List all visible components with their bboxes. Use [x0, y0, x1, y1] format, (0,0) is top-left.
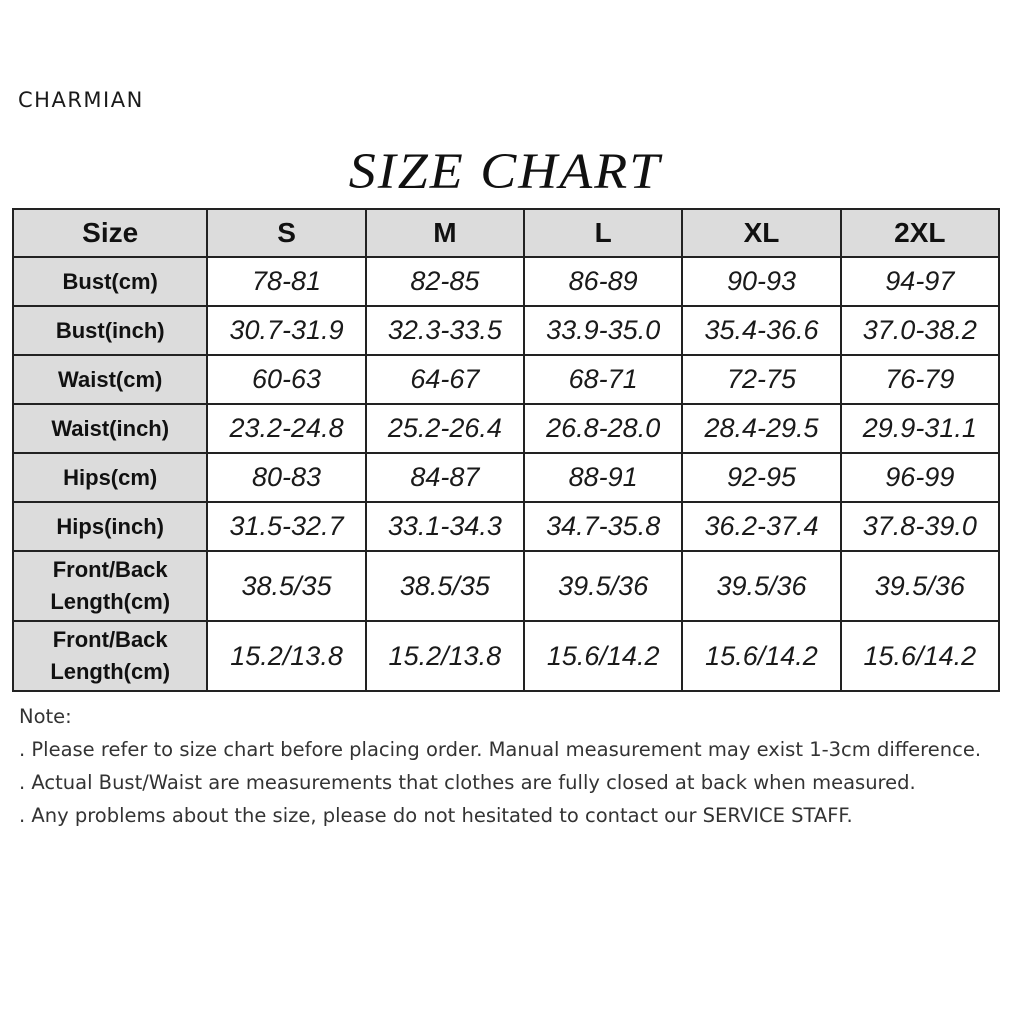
table-cell: 15.6/14.2 [524, 621, 682, 691]
table-cell: 39.5/36 [841, 551, 999, 621]
table-cell: 68-71 [524, 355, 682, 404]
table-cell: 90-93 [682, 257, 840, 306]
table-row [13, 355, 999, 404]
row-label-line: Length(cm) [50, 659, 171, 684]
page-title: SIZE CHART [348, 142, 662, 200]
table-cell: 88-91 [524, 453, 682, 502]
table-cell: 33.1-34.3 [366, 502, 524, 551]
row-label: Bust(inch) [13, 306, 207, 355]
notes-heading: Note: [19, 705, 72, 728]
table-cell: 76-79 [841, 355, 999, 404]
table-cell: 15.2/13.8 [207, 621, 365, 691]
table-cell: 15.2/13.8 [366, 621, 524, 691]
table-cell: 26.8-28.0 [524, 404, 682, 453]
table-row [13, 551, 999, 621]
table-cell: 15.6/14.2 [841, 621, 999, 691]
table-cell: 15.6/14.2 [682, 621, 840, 691]
row-label-line: Length(cm) [50, 589, 171, 614]
table-cell: 23.2-24.8 [207, 404, 365, 453]
table-row [13, 404, 999, 453]
row-label-line: Front/Back [52, 627, 168, 652]
row-label-line: Front/Back [52, 557, 168, 582]
table-cell: 84-87 [366, 453, 524, 502]
size-header: S [207, 209, 365, 257]
table-cell: 92-95 [682, 453, 840, 502]
table-cell: 33.9-35.0 [524, 306, 682, 355]
size-header: M [366, 209, 524, 257]
table-cell: 38.5/35 [207, 551, 365, 621]
row-label: Hips(cm) [13, 453, 207, 502]
table-cell: 29.9-31.1 [841, 404, 999, 453]
table-cell: 82-85 [366, 257, 524, 306]
table-row [13, 502, 999, 551]
table-row [13, 306, 999, 355]
table-cell: 38.5/35 [366, 551, 524, 621]
row-label: Bust(cm) [13, 257, 207, 306]
table-cell: 72-75 [682, 355, 840, 404]
table-cell: 80-83 [207, 453, 365, 502]
table-cell: 35.4-36.6 [682, 306, 840, 355]
table-cell: 94-97 [841, 257, 999, 306]
table-cell: 64-67 [366, 355, 524, 404]
table-cell: 96-99 [841, 453, 999, 502]
table-header-row [13, 209, 999, 257]
table-cell: 37.8-39.0 [841, 502, 999, 551]
table-cell: 39.5/36 [682, 551, 840, 621]
table-cell: 31.5-32.7 [207, 502, 365, 551]
table-cell: 28.4-29.5 [682, 404, 840, 453]
table-row [13, 453, 999, 502]
note-item: . Please refer to size chart before placing order. Manual measurement may exist 1-3cm difference. [19, 738, 982, 761]
table-row [13, 257, 999, 306]
table-cell: 60-63 [207, 355, 365, 404]
row-label [13, 551, 207, 621]
table-cell: 30.7-31.9 [207, 306, 365, 355]
row-label: Hips(inch) [13, 502, 207, 551]
table-cell: 86-89 [524, 257, 682, 306]
size-header: XL [682, 209, 840, 257]
table-row [13, 621, 999, 691]
table-cell: 78-81 [207, 257, 365, 306]
size-chart-table [12, 208, 1000, 692]
table-cell: 32.3-33.5 [366, 306, 524, 355]
table-cell: 34.7-35.8 [524, 502, 682, 551]
note-item: . Actual Bust/Waist are measurements that clothes are fully closed at back when measured. [19, 771, 916, 794]
table-cell: 36.2-37.4 [682, 502, 840, 551]
table-cell: 25.2-26.4 [366, 404, 524, 453]
table-cell: 37.0-38.2 [841, 306, 999, 355]
row-label: Waist(cm) [13, 355, 207, 404]
row-label [13, 621, 207, 691]
note-item: . Any problems about the size, please do not hesitated to contact our SERVICE STAFF. [19, 804, 853, 827]
brand-name: CHARMIAN [18, 88, 144, 112]
size-header: 2XL [841, 209, 999, 257]
corner-header: Size [13, 209, 207, 257]
table-cell: 39.5/36 [524, 551, 682, 621]
size-header: L [524, 209, 682, 257]
row-label: Waist(inch) [13, 404, 207, 453]
notes-section [19, 700, 1004, 832]
